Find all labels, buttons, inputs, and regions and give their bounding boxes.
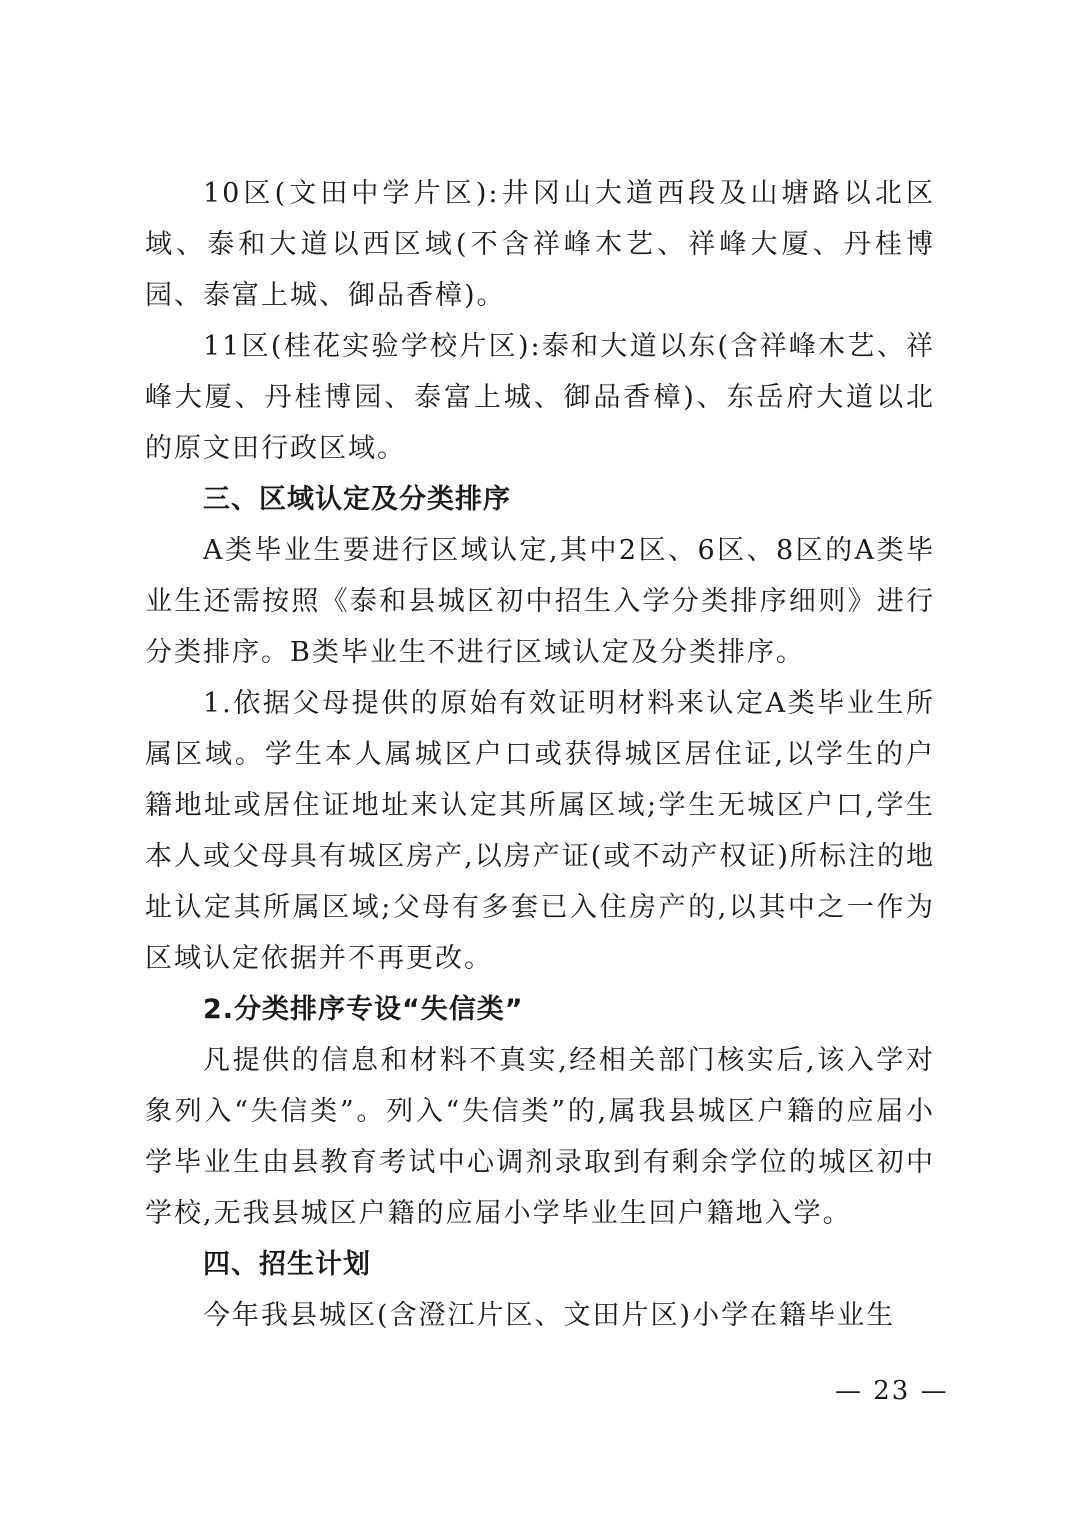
page-number: — 23 —	[835, 1376, 949, 1406]
paragraph-item-1: 1.依据父母提供的原始有效证明材料来认定A类毕业生所属区域。学生本人属城区户口或获得城区居住证,以学生的户籍地址或居住证地址来认定其所属区域;学生无城区户口,学生本人或父母具有城区房产,以房产证(或不动产权证)所标注的地址认定其所属区域;父母有多套已入住房产的,以其中之一作为区域认定依据并不再更改。	[145, 688, 935, 974]
paragraph-region-intro: A类毕业生要进行区域认定,其中2区、6区、8区的A类毕业生还需按照《泰和县城区初中招生入学分类排序细则》进行分类排序。B类毕业生不进行区域认定及分类排序。	[145, 535, 935, 668]
paragraph-zone-11: 11区(桂花实验学校片区):泰和大道以东(含祥峰木艺、祥峰大厦、丹桂博园、泰富上城、御品香樟)、东岳府大道以北的原文田行政区域。	[145, 331, 935, 464]
subheading-item-2: 2.分类排序专设“失信类”	[203, 994, 524, 1025]
paragraph-zone-10: 10区(文田中学片区):井冈山大道西段及山塘路以北区域、泰和大道以西区域(不含祥峰木艺、祥峰大厦、丹桂博园、泰富上城、御品香樟)。	[145, 178, 935, 311]
paragraph-enrollment-plan: 今年我县城区(含澄江片区、文田片区)小学在籍毕业生	[203, 1300, 896, 1331]
document-body	[145, 168, 935, 1341]
section-heading-3: 三、区域认定及分类排序	[203, 484, 511, 515]
section-heading-4: 四、招生计划	[203, 1249, 371, 1280]
paragraph-dishonest-category: 凡提供的信息和材料不真实,经相关部门核实后,该入学对象列入“失信类”。列入“失信类”的,属我县城区户籍的应届小学毕业生由县教育考试中心调剂录取到有剩余学位的城区初中学校,无我县城区户籍的应届小学毕业生回户籍地入学。	[145, 1045, 935, 1229]
